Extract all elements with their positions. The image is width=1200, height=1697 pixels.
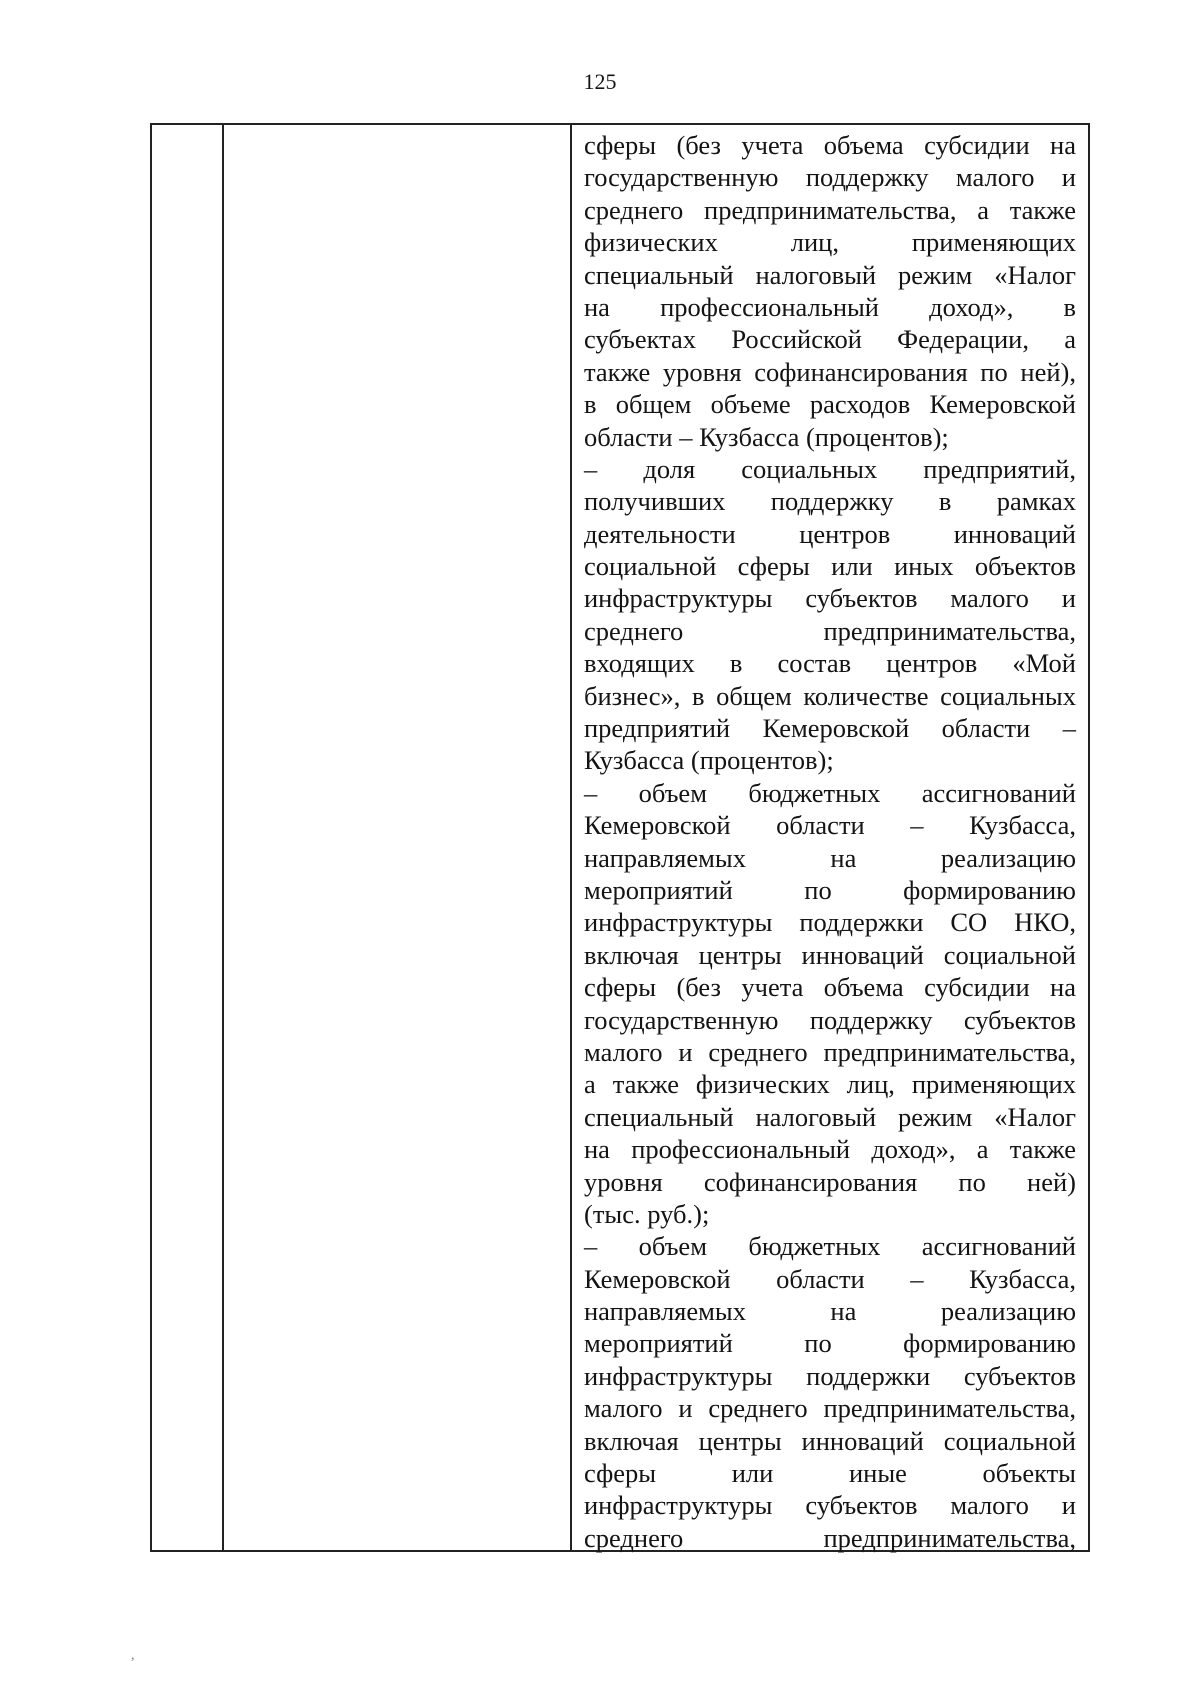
- text-line: включая центры инноваций социальной: [584, 1425, 1076, 1456]
- text-line: бизнес», в общем количестве социальных: [584, 680, 1076, 711]
- text-line: получивших поддержку в рамках: [584, 486, 1076, 517]
- text-line: деятельности центров инноваций: [584, 518, 1076, 549]
- document-table: [150, 123, 1090, 1552]
- text-line: физических лиц, применяющих: [584, 227, 1076, 258]
- text-line: среднего предпринимательства, а также: [584, 194, 1076, 225]
- text-line: Кемеровской области – Кузбасса,: [584, 1263, 1076, 1294]
- text-line: также уровня софинансирования по ней),: [584, 356, 1076, 387]
- text-line: среднего предпринимательства,: [584, 1522, 1076, 1553]
- text-line: включая центры инноваций социальной: [584, 939, 1076, 970]
- text-line: предприятий Кемеровской области –: [584, 713, 1076, 744]
- text-line: в общем объеме расходов Кемеровской: [584, 389, 1076, 420]
- text-line: сферы (без учета объема субсидии на: [584, 972, 1076, 1003]
- text-line: входящих в состав центров «Мой: [584, 648, 1076, 679]
- text-line: специальный налоговый режим «Налог: [584, 1101, 1076, 1132]
- text-line: инфраструктуры субъектов малого и: [584, 1490, 1076, 1521]
- text-line: инфраструктуры поддержки СО НКО,: [584, 907, 1076, 938]
- text-line: Кузбасса (процентов);: [584, 745, 834, 776]
- text-line: государственную поддержку субъектов: [584, 1004, 1076, 1035]
- scan-speck: ,: [131, 1648, 135, 1663]
- text-line: уровня софинансирования по ней): [584, 1166, 1076, 1197]
- text-line: субъектах Российской Федерации, а: [584, 324, 1076, 355]
- text-line: направляемых на реализацию: [584, 842, 1076, 873]
- text-line: инфраструктуры поддержки субъектов: [584, 1360, 1076, 1391]
- text-line: области – Кузбасса (процентов);: [584, 421, 949, 452]
- text-line: на профессиональный доход», а также: [584, 1134, 1076, 1165]
- text-line: малого и среднего предпринимательства,: [584, 1393, 1076, 1424]
- text-line: на профессиональный доход», в: [584, 291, 1076, 322]
- text-line: а также физических лиц, применяющих: [584, 1069, 1076, 1100]
- text-line: государственную поддержку малого и: [584, 162, 1076, 193]
- text-line: Кемеровской области – Кузбасса,: [584, 810, 1076, 841]
- text-line: социальной сферы или иных объектов: [584, 551, 1076, 582]
- text-line: сферы или иные объекты: [584, 1458, 1076, 1489]
- page-number: 125: [583, 69, 617, 94]
- text-line: мероприятий по формированию: [584, 1328, 1076, 1359]
- text-line: малого и среднего предпринимательства,: [584, 1036, 1076, 1067]
- text-line: (тыс. руб.);: [584, 1198, 710, 1229]
- text-line: – объем бюджетных ассигнований: [584, 1231, 1076, 1262]
- table-cell-col3-text: [584, 129, 1076, 1554]
- text-line: направляемых на реализацию: [584, 1296, 1076, 1327]
- text-line: – доля социальных предприятий,: [584, 453, 1076, 484]
- text-line: среднего предпринимательства,: [584, 615, 1076, 646]
- text-line: – объем бюджетных ассигнований: [584, 777, 1076, 808]
- column-divider-1: [222, 125, 224, 1550]
- text-line: сферы (без учета объема субсидии на: [584, 130, 1076, 160]
- text-line: специальный налоговый режим «Налог: [584, 259, 1076, 290]
- text-line: инфраструктуры субъектов малого и: [584, 583, 1076, 614]
- text-line: мероприятий по формированию: [584, 874, 1076, 905]
- column-divider-2: [570, 125, 572, 1550]
